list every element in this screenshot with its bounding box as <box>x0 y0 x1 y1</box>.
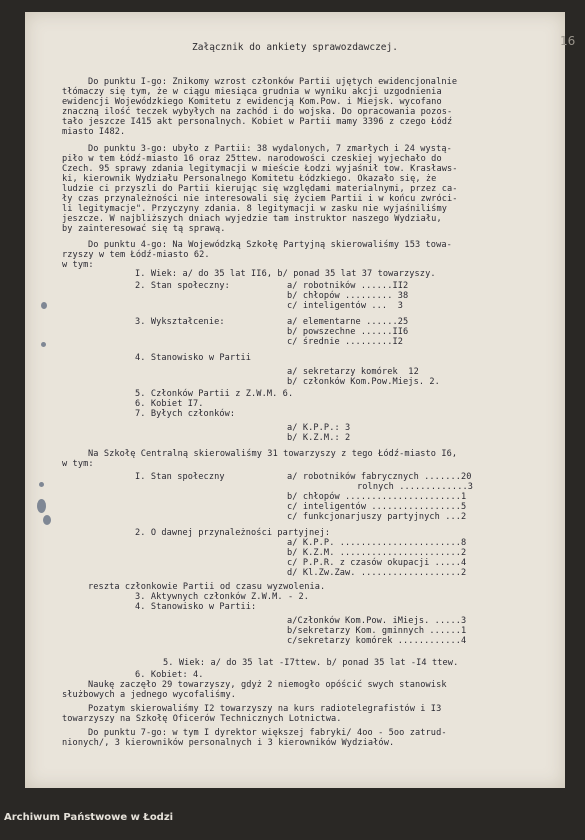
text-line: c/ średnie .........I2 <box>287 337 404 347</box>
text-line: Na Szkołę Centralną skierowaliśmy 31 towarzyszy z tego Łódź-miasto I6, <box>88 449 458 459</box>
text-line: c/ inteligentów ... 3 <box>287 301 404 311</box>
text-line: jeszcze. W najbliższych dniach wyjedzie tam instruktor naszego Wydziału, <box>62 214 442 224</box>
text-line: by zainteresować się tą sprawą. <box>62 224 226 234</box>
text-line: a/ robotników ......II2 <box>287 281 409 291</box>
text-line: Do punktu 3-go: ubyło z Partii: 38 wydalonych, 7 zmarłych i 24 wystą- <box>88 144 452 154</box>
text-line: b/sekretarzy Kom. gminnych ......1 <box>287 626 467 636</box>
punch-hole <box>39 482 44 487</box>
text-line: Do punktu 7-go: w tym I dyrektor większej fabryki/ 4oo - 5oo zatrud- <box>88 728 447 738</box>
text-line: a/ robotników fabrycznych .......20 <box>287 472 472 482</box>
archive-name: Archiwum Państwowe w Łodzi <box>4 812 174 823</box>
text-line: nionych/, 3 kierowników personalnych i 3 kierowników Wydziałów. <box>62 738 395 748</box>
text-line: d/ Kl.Zw.Zaw. ...................2 <box>287 568 467 578</box>
text-line: Czech. 95 sprawy zdania legitymacji w mieście Łodzi wyjaśnił tow. Krasławs- <box>62 164 458 174</box>
text-line: b/ K.Z.M. .......................2 <box>287 548 467 558</box>
text-line: w tym: <box>62 260 94 270</box>
text-line: rolnych .............3 <box>357 482 474 492</box>
text-line: towarzyszy na Szkołę Oficerów Technicznych Lotnictwa. <box>62 714 342 724</box>
text-line: b/ powszechne ......II6 <box>287 327 409 337</box>
text-line: a/Członków Kom.Pow. iMiejs. .....3 <box>287 616 467 626</box>
text-line: 3. Aktywnych członków Z.W.M. - 2. <box>135 592 310 602</box>
text-line: 5. Wiek: a/ do 35 lat -I7ttew. b/ ponad 35 lat -I4 ttew. <box>163 658 459 668</box>
text-line: a/ K.P.P.: 3 <box>287 423 351 433</box>
text-line: rzyszy w tem Łódź-miasto 62. <box>62 250 210 260</box>
text-line: ki, kierownik Wydziału Personalnego Komitetu Łódzkiego. Okazało się, że <box>62 174 437 184</box>
archive-footer <box>0 800 585 840</box>
text-line: ludzie ci przyszli do Partii kierując się względami materialnymi, przez ca- <box>62 184 458 194</box>
text-line: w tym: <box>62 459 94 469</box>
text-line: 7. Byłych członków: <box>135 409 236 419</box>
text-line: ły czas przynależności nie interesowali się życiem Partii i w końcu zwróci- <box>62 194 458 204</box>
text-line: 4. Stanowisko w Partii <box>135 353 252 363</box>
text-line: piło w tem Łódź-miasto 16 oraz 25ttew. narodowości czeskiej wyjechało do <box>62 154 442 164</box>
text-line: tłómaczy się tym, że w ciągu miesiąca grudnia w wyniku akcji uzgodnienia <box>62 87 442 97</box>
text-line: c/ inteligentów .................5 <box>287 502 467 512</box>
document-page <box>25 12 576 788</box>
punch-hole <box>43 515 51 525</box>
document-title: Załącznik do ankiety sprawozdawczej. <box>192 42 398 53</box>
text-line: li legitymacje". Przyczyny zdania. 8 legitymacji w zasku nie wyjaśniliśmy <box>62 204 447 214</box>
text-line: ewidencji Wojewódzkiego Komitetu z ewidencją Kom.Pow. i Miejsk. wycofano <box>62 97 442 107</box>
text-line: c/ P.P.R. z czasów okupacji .....4 <box>287 558 467 568</box>
text-line: 6. Kobiet: 4. <box>135 670 204 680</box>
text-line: 2. O dawnej przynależności partyjnej: <box>135 528 331 538</box>
text-line: b/ K.Z.M.: 2 <box>287 433 351 443</box>
text-line: 6. Kobiet I7. <box>135 399 204 409</box>
text-line: znaczną ilość teczek wybyłych na zachód i do wojska. Do opracowania pozos- <box>62 107 453 117</box>
text-line: b/ członków Kom.Pow.Miejs. 2. <box>287 377 440 387</box>
text-line: I. Stan społeczny <box>135 472 225 482</box>
punch-hole <box>41 302 47 309</box>
text-line: 5. Członków Partii z Z.W.M. 6. <box>135 389 294 399</box>
text-line: 3. Wykształcenie: <box>135 317 225 327</box>
text-line: 4. Stanowisko w Partii: <box>135 602 257 612</box>
text-line: I. Wiek: a/ do 35 lat II6, b/ ponad 35 lat 37 towarzyszy. <box>135 269 436 279</box>
text-line: 2. Stan społeczny: <box>135 281 230 291</box>
text-line: reszta członkowie Partii od czasu wyzwolenia. <box>88 582 326 592</box>
text-line: b/ chłopów ......... 38 <box>287 291 409 301</box>
text-line: a/ K.P.P. .......................8 <box>287 538 467 548</box>
text-line: Naukę zaczęło 29 towarzyszy, gdyż 2 niemogło opóścić swych stanowisk <box>88 680 447 690</box>
text-line: b/ chłopów ......................1 <box>287 492 467 502</box>
punch-hole <box>41 342 46 347</box>
text-line: c/sekretarzy komórek ............4 <box>287 636 467 646</box>
text-line: Do punktu I-go: Znikomy wzrost członków Partii ujętych ewidencjonalnie <box>88 77 458 87</box>
text-line: Do punktu 4-go: Na Wojewódzką Szkołę Partyjną skierowaliśmy 153 towa- <box>88 240 452 250</box>
text-line: Pozatym skierowaliśmy I2 towarzyszy na kurs radiotelegrafistów i I3 <box>88 704 442 714</box>
text-line: a/ elementarne ......25 <box>287 317 409 327</box>
text-line: tało jeszcze I415 akt personalnych. Kobiet w Partii mamy 3396 z czego Łódź <box>62 117 453 127</box>
text-line: miasto I482. <box>62 127 126 137</box>
page-number: 16 <box>560 34 576 48</box>
text-line: a/ sekretarzy komórek 12 <box>287 367 419 377</box>
text-line: c/ funkcjonarjuszy partyjnych ...2 <box>287 512 467 522</box>
punch-hole <box>37 499 46 513</box>
text-line: służbowych a jednego wycofaliśmy. <box>62 690 237 700</box>
